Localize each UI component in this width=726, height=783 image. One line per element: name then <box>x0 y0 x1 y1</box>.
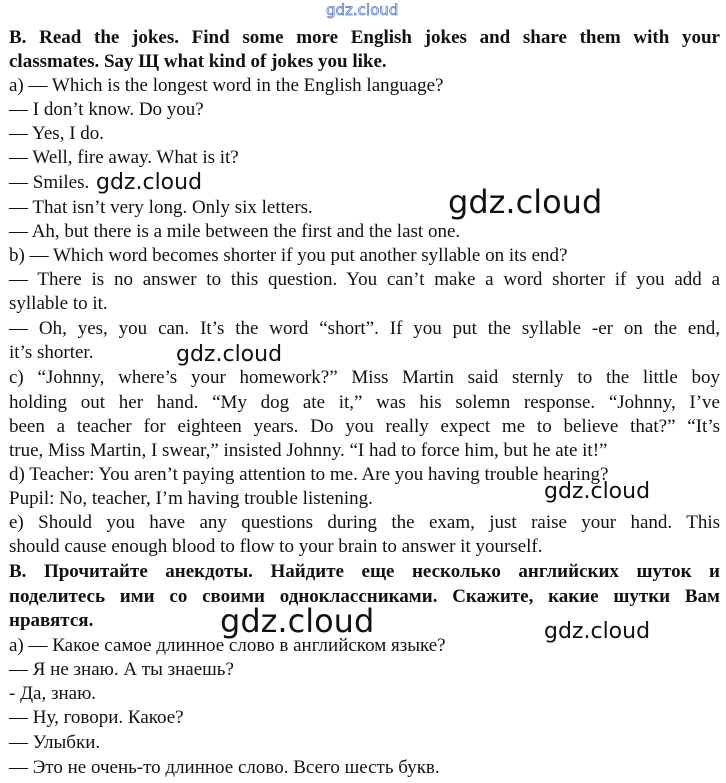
translation-heading-line-2: поделитесь ими со своими одноклассниками. Скажите, какие шутки Вам <box>9 586 720 607</box>
joke-a-line-4: — Well, fire away. What is it? <box>9 147 239 168</box>
exercise-heading-line-2: classmates. Say Щ what kind of jokes you like. <box>9 51 387 72</box>
joke-c-line-1: c) “Johnny, where’s your homework?” Miss Martin said sternly to the little boy <box>9 367 720 388</box>
joke-b-line-4: — Oh, yes, you can. It’s the word “short”. If you put the syllable -er on the end, <box>9 318 720 339</box>
translation-heading-line-1: В. Прочитайте анекдоты. Найдите еще несколько английских шуток и <box>9 561 720 582</box>
translation-a-line-1: а) — Какое самое длинное слово в английском языке? <box>9 635 446 656</box>
watermark-3: gdz.cloud <box>176 342 283 367</box>
translation-a-line-4: — Ну, говори. Какое? <box>9 707 184 728</box>
watermark-1: gdz.cloud <box>96 170 203 195</box>
joke-a-line-6: — That isn’t very long. Only six letters. <box>9 197 313 218</box>
joke-a-line-7: — Ah, but there is a mile between the first and the last one. <box>9 221 461 242</box>
joke-d-line-2: Pupil: No, teacher, I’m having trouble listening. <box>9 488 373 509</box>
joke-e-line-1: e) Should you have any questions during the exam, just raise your hand. This <box>9 512 720 533</box>
exercise-heading-line-1: B. Read the jokes. Find some more English jokes and share them with your <box>9 27 720 48</box>
translation-a-line-6: — Это не очень-то длинное слово. Всего шесть букв. <box>9 757 440 778</box>
joke-d-line-1: d) Teacher: You aren’t paying attention to me. Are you having trouble hearing? <box>9 464 609 485</box>
joke-b-line-1: b) — Which word becomes shorter if you put another syllable on its end? <box>9 245 568 266</box>
joke-c-line-3: been a teacher for eighteen years. Do you really expect me to believe that?” “It’s <box>9 416 720 437</box>
translation-a-line-5: — Улыбки. <box>9 732 101 753</box>
watermark-top: gdz.cloud <box>326 1 399 19</box>
joke-c-line-2: holding out her hand. “My dog ate it,” was his solemn response. “Johnny, I’ve <box>9 392 720 413</box>
watermark-2: gdz.cloud <box>448 183 603 221</box>
joke-a-line-2: — I don’t know. Do you? <box>9 99 204 120</box>
translation-heading-line-3: нравятся. <box>9 610 94 631</box>
watermark-5: gdz.cloud <box>220 602 375 640</box>
joke-b-line-2: — There is no answer to this question. You can’t make a word shorter if you add a <box>9 269 720 290</box>
joke-c-line-4: true, Miss Martin, I swear,” insisted Johnny. “I had to force him, but he ate it!” <box>9 440 608 461</box>
watermark-4: gdz.cloud <box>544 479 651 504</box>
joke-b-line-5: it’s shorter. <box>9 342 94 363</box>
watermark-6: gdz.cloud <box>544 619 651 644</box>
joke-b-line-3: syllable to it. <box>9 293 108 314</box>
translation-a-line-3: - Да, знаю. <box>9 683 97 704</box>
joke-a-line-5: — Smiles. <box>9 172 90 193</box>
joke-e-line-2: should cause enough blood to flow to your brain to answer it yourself. <box>9 536 543 557</box>
joke-a-line-3: — Yes, I do. <box>9 123 105 144</box>
translation-a-line-2: — Я не знаю. А ты знаешь? <box>9 659 234 680</box>
joke-a-line-1: a) — Which is the longest word in the English language? <box>9 75 444 96</box>
